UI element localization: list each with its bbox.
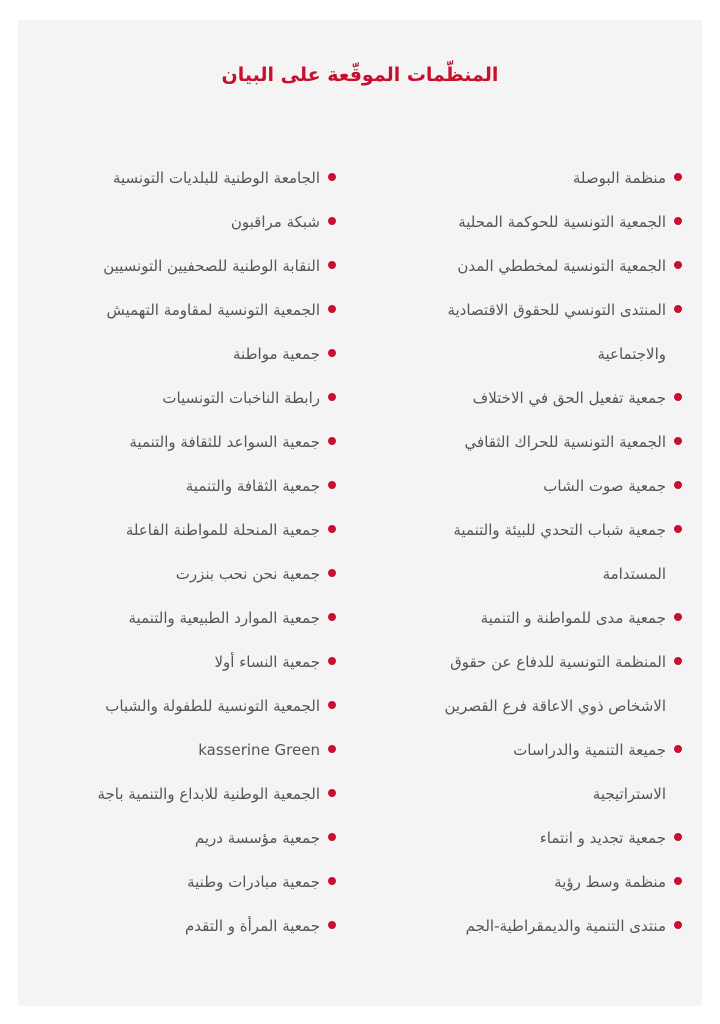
organization-name: جمعية مدى للمواطنة و التنمية	[480, 609, 666, 627]
bullet-icon	[674, 525, 682, 533]
page-title: المنظّمات الموقّعة على البيان	[221, 64, 499, 86]
organization-item	[36, 860, 336, 904]
organization-name: المنظمة التونسية للدفاع عن حقوق	[450, 653, 666, 671]
right-column-list	[382, 156, 682, 948]
organization-item	[36, 596, 336, 640]
organization-item	[382, 244, 682, 288]
organization-name: الجمعية التونسية لمقاومة التهميش	[106, 301, 320, 319]
organization-name: kasserine Green	[198, 741, 320, 759]
organization-item	[382, 508, 682, 596]
organization-name: جمعية مؤسسة دريم	[194, 829, 320, 847]
organization-item	[382, 376, 682, 420]
left-column-list	[36, 156, 336, 948]
organization-item	[36, 244, 336, 288]
organization-item	[36, 508, 336, 552]
organization-name-continuation: المستدامة	[602, 565, 666, 583]
bullet-icon	[674, 261, 682, 269]
organization-name: جمعية صوت الشاب	[543, 477, 666, 495]
organization-item	[36, 376, 336, 420]
organization-item	[36, 464, 336, 508]
organization-item	[382, 464, 682, 508]
organization-name: الجمعية التونسية للحراك الثقافي	[464, 433, 666, 451]
organization-item	[382, 596, 682, 640]
bullet-icon	[328, 217, 336, 225]
organization-name: جميعة التنمية والدراسات	[513, 741, 666, 759]
organization-item	[36, 904, 336, 948]
bullet-icon	[328, 305, 336, 313]
organization-name: جمعية السواعد للثقافة والتنمية	[129, 433, 320, 451]
bullet-icon	[328, 701, 336, 709]
organization-name: منظمة البوصلة	[572, 169, 666, 187]
bullet-icon	[328, 261, 336, 269]
organization-name: النقابة الوطنية للصحفيين التونسيين	[103, 257, 320, 275]
organization-name: الجمعية التونسية للحوكمة المحلية	[458, 213, 666, 231]
organization-name: الجمعية التونسية للطفولة والشباب	[105, 697, 320, 715]
bullet-icon	[674, 393, 682, 401]
bullet-icon	[328, 173, 336, 181]
organization-item	[382, 288, 682, 376]
organization-name: الجامعة الوطنية للبلديات التونسية	[112, 169, 320, 187]
bullet-icon	[674, 657, 682, 665]
bullet-icon	[328, 657, 336, 665]
bullet-icon	[674, 173, 682, 181]
organization-item	[36, 640, 336, 684]
organization-name: منتدى التنمية والديمقراطية-الجم	[465, 917, 666, 935]
organization-name: جمعية النساء أولا	[214, 653, 320, 671]
bullet-icon	[674, 921, 682, 929]
organization-name: جمعية الثقافة والتنمية	[185, 477, 320, 495]
organization-item	[382, 860, 682, 904]
organization-name: جمعية نحن نحب بنزرت	[175, 565, 320, 583]
organization-item	[36, 772, 336, 816]
bullet-icon	[674, 877, 682, 885]
bullet-icon	[674, 613, 682, 621]
bullet-icon	[328, 789, 336, 797]
bullet-icon	[328, 833, 336, 841]
document-page	[18, 20, 702, 1006]
organization-item	[382, 420, 682, 464]
organization-item	[36, 420, 336, 464]
bullet-icon	[328, 525, 336, 533]
organization-name: الاشخاص ذوي الاعاقة فرع القصرين	[444, 697, 666, 715]
organization-name: جمعية تفعيل الحق في الاختلاف	[472, 389, 666, 407]
organization-name: جمعية مبادرات وطنية	[187, 873, 320, 891]
organization-item	[382, 156, 682, 200]
organization-item	[36, 816, 336, 860]
organization-name: جمعية المنحلة للمواطنة الفاعلة	[125, 521, 320, 539]
bullet-icon	[328, 921, 336, 929]
organization-name: جمعية تجديد و انتماء	[539, 829, 666, 847]
bullet-icon	[328, 877, 336, 885]
organization-item	[382, 816, 682, 860]
organization-item	[36, 332, 336, 376]
organization-item	[382, 728, 682, 816]
organization-item	[36, 728, 336, 772]
organization-name: جمعية شباب التحدي للبيئة والتنمية	[453, 521, 666, 539]
bullet-icon	[674, 833, 682, 841]
bullet-icon	[328, 393, 336, 401]
organization-item	[36, 552, 336, 596]
bullet-icon	[328, 481, 336, 489]
bullet-icon	[674, 305, 682, 313]
organization-item	[382, 640, 682, 684]
bullet-icon	[328, 437, 336, 445]
organization-name: جمعية مواطنة	[233, 345, 320, 363]
organization-item	[382, 200, 682, 244]
organization-name: شبكة مراقبون	[230, 213, 320, 231]
bullet-icon	[674, 745, 682, 753]
bullet-icon	[674, 437, 682, 445]
organization-item	[36, 156, 336, 200]
bullet-icon	[674, 481, 682, 489]
organization-name-continuation: الاستراتيجية	[592, 785, 666, 803]
bullet-icon	[328, 569, 336, 577]
bullet-icon	[674, 217, 682, 225]
organization-item	[382, 904, 682, 948]
bullet-icon	[328, 613, 336, 621]
organization-name: الجمعية الوطنية للابداع والتنمية باجة	[97, 785, 320, 803]
bullet-icon	[328, 349, 336, 357]
organization-item	[36, 288, 336, 332]
organization-name: منظمة وسط رؤية	[554, 873, 666, 891]
organization-name: جمعية المرأة و التقدم	[184, 917, 320, 935]
organization-item	[382, 684, 682, 728]
organization-item	[36, 684, 336, 728]
organization-name: جمعية الموارد الطبيعية والتنمية	[128, 609, 320, 627]
organization-name-continuation: والاجتماعية	[597, 345, 666, 363]
organization-name: الجمعية التونسية لمخططي المدن	[457, 257, 666, 275]
organization-name: رابطة الناخبات التونسيات	[162, 389, 320, 407]
organization-item	[36, 200, 336, 244]
organization-name: المنتدى التونسي للحقوق الاقتصادية	[447, 301, 666, 319]
bullet-icon	[328, 745, 336, 753]
